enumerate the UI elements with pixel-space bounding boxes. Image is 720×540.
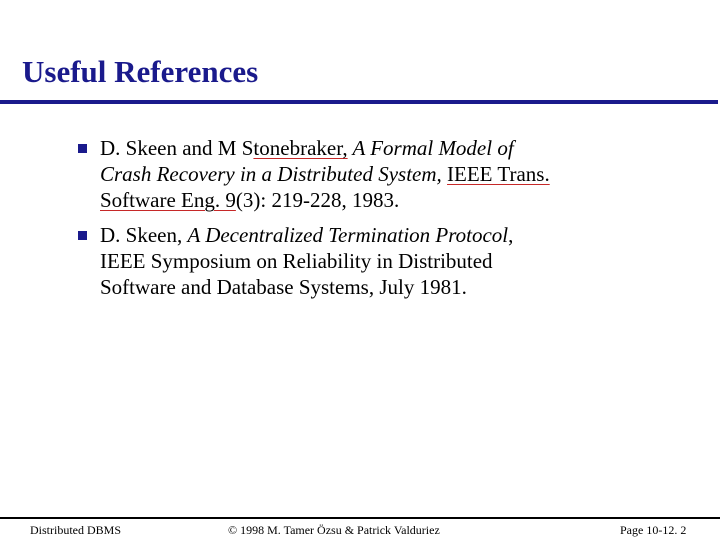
reference-text: D. Skeen and M S xyxy=(100,136,254,160)
reference-text: (3): 219-228, 1983. xyxy=(235,188,400,212)
footer-page-number: Page 10-12. 2 xyxy=(620,523,687,537)
reference-line xyxy=(100,222,660,248)
reference-text: , xyxy=(508,223,514,247)
title-divider xyxy=(0,100,718,104)
footer-center: © 1998 M. Tamer Özsu & Patrick Valduriez xyxy=(228,523,440,537)
reference-link[interactable]: tonebraker, xyxy=(253,136,348,160)
footer-divider xyxy=(0,517,720,519)
footer-left: Distributed DBMS xyxy=(30,523,122,537)
reference-line: Software and Database Systems, July 1981. xyxy=(100,275,467,299)
reference-title: A Formal Model of xyxy=(347,136,514,160)
reference-line: IEEE Symposium on Reliability in Distributed xyxy=(100,249,493,273)
slide-title: Useful References xyxy=(22,54,259,89)
reference-line xyxy=(100,135,660,161)
bullet-icon xyxy=(78,231,87,240)
reference-text: D. Skeen, xyxy=(100,223,188,247)
reference-item xyxy=(100,135,660,213)
reference-title: A Decentralized Termination Protocol xyxy=(187,223,509,247)
reference-line xyxy=(100,161,660,187)
reference-title: Crash Recovery in a Distributed System, xyxy=(100,162,448,186)
reference-link[interactable]: IEEE Trans. xyxy=(447,162,550,186)
reference-line xyxy=(100,187,660,213)
reference-link[interactable]: Software Eng. 9 xyxy=(100,188,236,212)
bullet-icon xyxy=(78,144,87,153)
reference-item xyxy=(100,222,660,300)
